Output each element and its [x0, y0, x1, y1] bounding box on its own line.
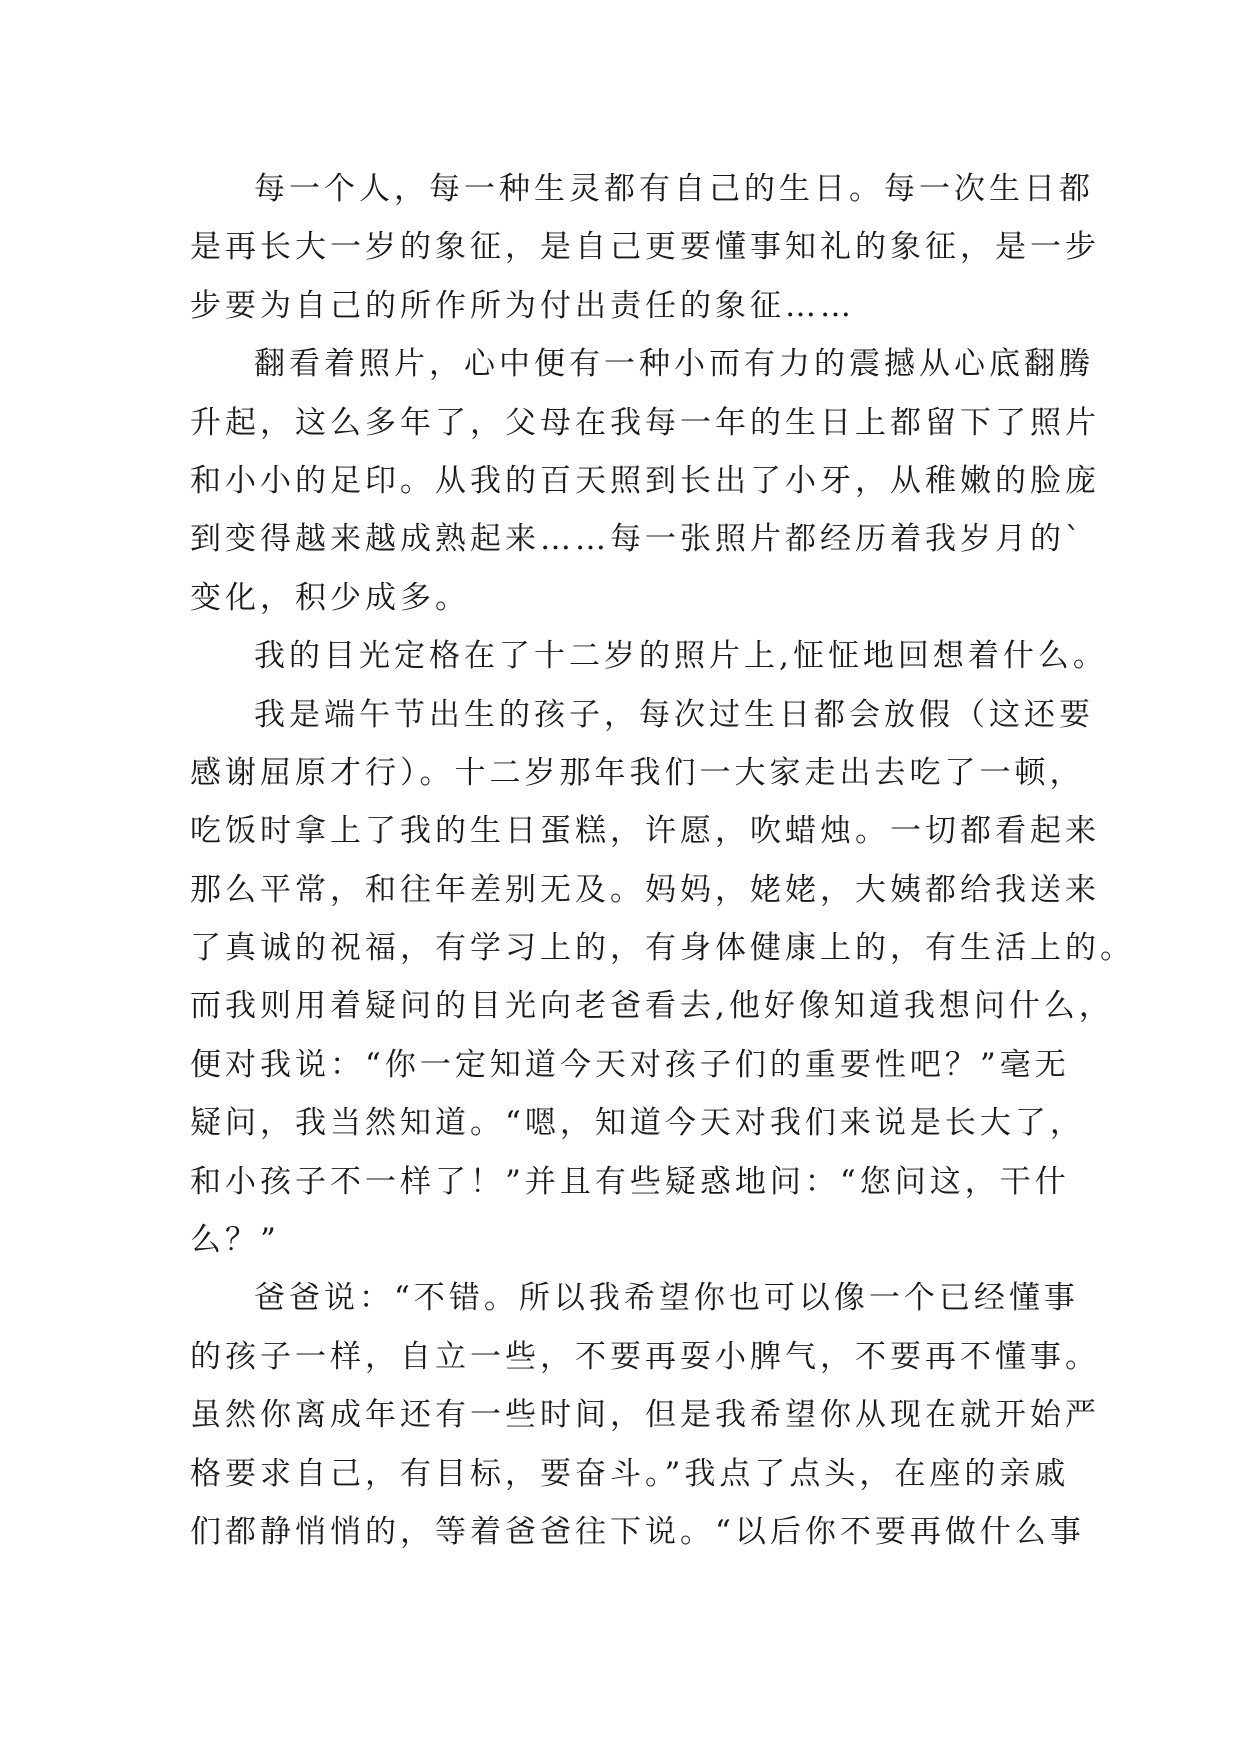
text-line: 到变得越来越成熟起来……每一张照片都经历着我岁月的`	[190, 521, 1085, 558]
text-line: 么？”	[190, 1222, 280, 1259]
text-line: 了真诚的祝福，有学习上的，有身体健康上的，有生活上的。	[190, 930, 1135, 967]
text-line: 我是端午节出生的孩子，每次过生日都会放假（这还要	[254, 696, 1094, 733]
text-line: 步要为自己的所作所为付出责任的象征……	[190, 287, 855, 324]
text-line: 的孩子一样，自立一些，不要再耍小脾气，不要再不懂事。	[190, 1338, 1100, 1375]
document-body	[190, 160, 1135, 1561]
text-line: 每一个人，每一种生灵都有自己的生日。每一次生日都	[254, 171, 1094, 207]
text-line: 虽然你离成年还有一些时间，但是我希望你从现在就开始严	[190, 1397, 1100, 1434]
text-line: 格要求自己，有目标，要奋斗。”我点了点头，在座的亲戚	[190, 1455, 1070, 1492]
text-line: 和小小的足印。从我的百天照到长出了小牙，从稚嫩的脸庞	[190, 462, 1100, 499]
text-line: 感谢屈原才行）。十二岁那年我们一大家走出去吃了一顿，	[190, 754, 1085, 791]
text-line: 和小孩子不一样了！”并且有些疑惑地问：“您问这，干什	[190, 1163, 1070, 1200]
text-line: 们都静悄悄的，等着爸爸往下说。“以后你不要再做什么事	[190, 1513, 1085, 1550]
text-line: 便对我说：“你一定知道今天对孩子们的重要性吧？”毫无	[190, 1046, 1070, 1083]
text-line: 那么平常，和往年差别无及。妈妈，姥姥，大姨都给我送来	[190, 871, 1100, 908]
text-line: 我的目光定格在了十二岁的照片上,怔怔地回想着什么。	[254, 638, 1108, 675]
text-line: 而我则用着疑问的目光向老爸看去,他好像知道我想问什么，	[190, 988, 1114, 1025]
text-line: 升起，这么多年了，父母在我每一年的生日上都留下了照片	[190, 404, 1100, 441]
text-line: 吃饭时拿上了我的生日蛋糕，许愿，吹蜡烛。一切都看起来	[190, 813, 1100, 850]
text-line: 爸爸说：“不错。所以我希望你也可以像一个已经懂事	[254, 1280, 1079, 1317]
text-line: 翻看着照片，心中便有一种小而有力的震撼从心底翻腾	[254, 346, 1094, 383]
text-line: 是再长大一岁的象征，是自己更要懂事知礼的象征，是一步	[190, 229, 1100, 266]
text-line: 疑问，我当然知道。“嗯，知道今天对我们来说是长大了，	[190, 1105, 1085, 1142]
text-line: 变化，积少成多。	[190, 579, 470, 616]
